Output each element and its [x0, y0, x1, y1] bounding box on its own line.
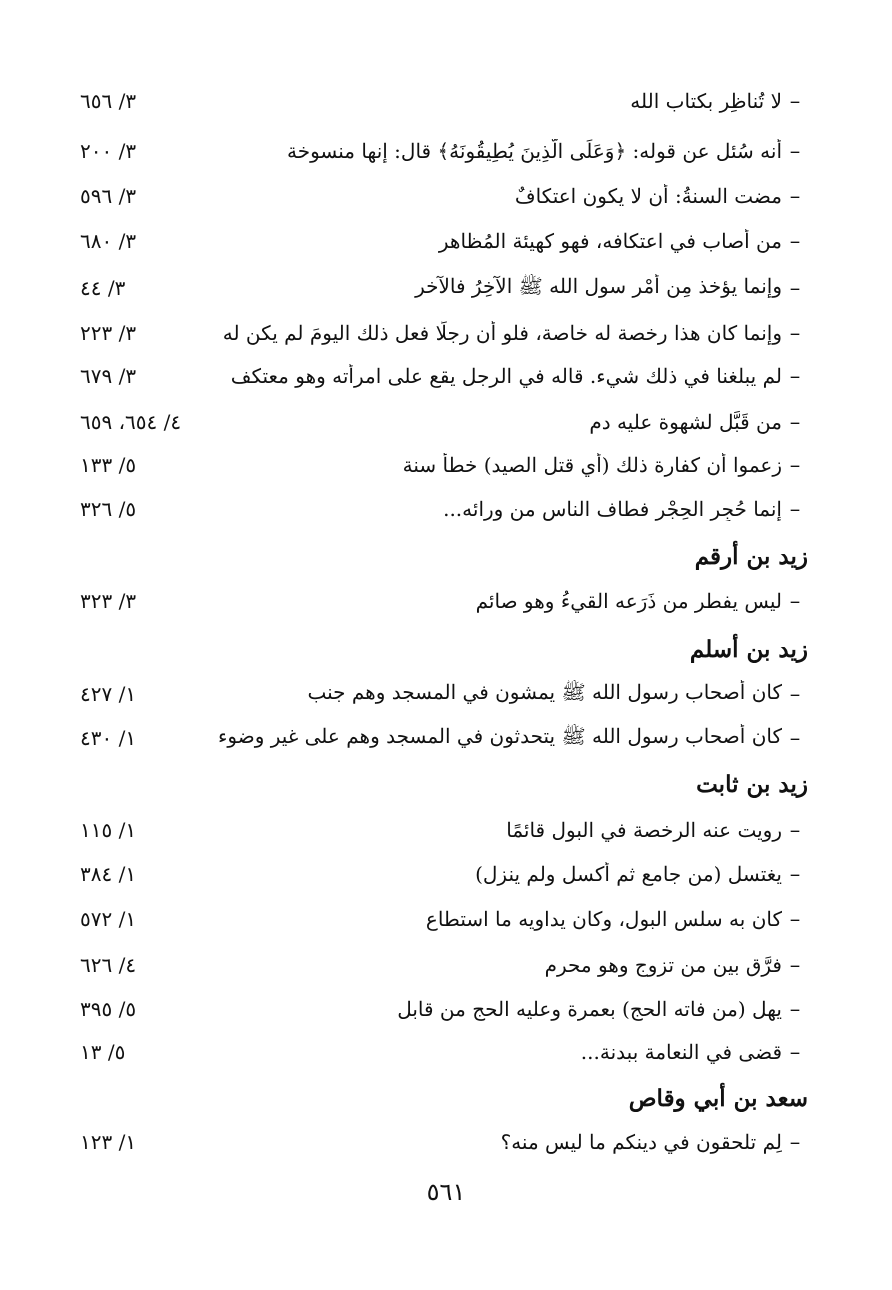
entry-text: لِم تلحقون في دينكم ما ليس منه؟ — [500, 1130, 782, 1154]
entry-dash: – — [789, 997, 801, 1021]
entry-dash: – — [789, 907, 801, 931]
entry-reference: ١/ ٤٢٧ — [80, 682, 137, 706]
entry-dash: – — [789, 321, 801, 345]
index-entry — [80, 131, 808, 171]
index-entry — [80, 176, 808, 216]
entry-dash: – — [789, 89, 801, 113]
entry-dash: – — [789, 453, 801, 477]
entry-text: كان أصحاب رسول الله ﷺ يتحدثون في المسجد وهم على غير وضوء — [218, 723, 782, 748]
entry-dash: – — [789, 862, 801, 886]
entry-reference: ١/ ٣٨٤ — [80, 862, 137, 886]
entry-dash: – — [789, 682, 801, 706]
entry-text: كان أصحاب رسول الله ﷺ يمشون في المسجد وهم جنب — [307, 679, 782, 704]
entry-reference: ٣/ ٥٩٦ — [80, 184, 137, 208]
entry-reference: ٣/ ٢٢٣ — [80, 321, 137, 345]
entry-text: قضى في النعامة ببدنة... — [580, 1040, 782, 1064]
entry-reference: ٤/ ٦٢٦ — [80, 953, 137, 977]
entry-dash: – — [789, 364, 801, 388]
entry-text: مضت السنةُ: أن لا يكون اعتكافٌ — [514, 184, 782, 208]
index-entry — [80, 221, 808, 261]
entry-reference: ٣/ ٦٥٦ — [80, 89, 137, 113]
entry-text: وإنما يؤخذ مِن أَمْر سول الله ﷺ الآخِرُ فالآخر — [415, 273, 782, 298]
index-entry — [80, 718, 808, 758]
entry-dash: – — [789, 726, 801, 750]
entry-reference: ٣/ ٢٠٠ — [80, 139, 137, 163]
entry-text: وإنما كان هذا رخصة له خاصة، فلو أن رجلًا فعل ذلك اليومَ لم يكن له — [222, 321, 782, 345]
entry-text: أنه سُئل عن قوله: ﴿وَعَلَى الَّذِينَ يُطِيقُونَهُ﴾ قال: إنها منسوخة — [287, 139, 782, 163]
index-entry — [80, 945, 808, 985]
entry-dash: – — [789, 497, 801, 521]
entry-text: من قَبَّل لشهوة عليه دم — [589, 410, 782, 434]
entry-text: يغتسل (من جامع ثم أكسل ولم ينزل) — [475, 862, 782, 886]
index-entry — [80, 674, 808, 714]
index-entry — [80, 989, 808, 1029]
index-entry — [80, 899, 808, 939]
index-entry — [80, 489, 808, 529]
index-entry — [80, 81, 808, 121]
entry-reference: ٣/ ٦٧٩ — [80, 364, 137, 388]
entry-text: إنما حُجِر الحِجْر فطاف الناس من ورائه... — [443, 497, 782, 521]
index-entry — [80, 445, 808, 485]
index-entry — [80, 810, 808, 850]
index-entry — [80, 268, 808, 308]
entry-reference: ٥/ ٣٢٦ — [80, 497, 137, 521]
entry-dash: – — [789, 589, 801, 613]
entry-text: يهل (من فاته الحج) بعمرة وعليه الحج من قابل — [397, 997, 782, 1021]
heading-text: زيد بن ثابت — [696, 770, 808, 798]
section-heading — [80, 629, 808, 669]
entry-dash: – — [789, 1130, 801, 1154]
entry-dash: – — [789, 1040, 801, 1064]
heading-text: سعد بن أبي وقاص — [628, 1084, 808, 1112]
entry-reference: ١/ ١١٥ — [80, 818, 137, 842]
entry-text: فرَّق بين من تزوج وهو محرم — [544, 953, 782, 977]
section-heading — [80, 764, 808, 804]
entry-reference: ١/ ٤٣٠ — [80, 726, 137, 750]
entry-text: رويت عنه الرخصة في البول قائمًا — [506, 818, 782, 842]
page-number: ٥٦١ — [426, 1178, 466, 1206]
entry-text: كان به سلس البول، وكان يداويه ما استطاع — [425, 907, 782, 931]
entry-text: لم يبلغنا في ذلك شيء. قاله في الرجل يقع على امرأته وهو معتكف — [230, 364, 782, 388]
section-heading — [80, 536, 808, 576]
entry-dash: – — [789, 139, 801, 163]
entry-reference: ٥/ ١٣٣ — [80, 453, 137, 477]
index-entry — [80, 356, 808, 396]
heading-text: زيد بن أرقم — [694, 542, 808, 570]
index-entry — [80, 1122, 808, 1162]
heading-text: زيد بن أسلم — [689, 635, 808, 663]
entry-dash: – — [789, 184, 801, 208]
entry-reference: ٣/ ٤٤ — [80, 276, 126, 300]
entry-text: لا تُناظِر بكتاب الله — [630, 89, 782, 113]
entry-text: زعموا أن كفارة ذلك (أي قتل الصيد) خطأً سنة — [402, 453, 782, 477]
entry-dash: – — [789, 229, 801, 253]
entry-reference: ٥/ ٣٩٥ — [80, 997, 137, 1021]
entry-dash: – — [789, 410, 801, 434]
entry-reference: ٥/ ١٣ — [80, 1040, 126, 1064]
entry-reference: ٣/ ٦٨٠ — [80, 229, 137, 253]
entry-dash: – — [789, 818, 801, 842]
entry-reference: ١/ ٥٧٢ — [80, 907, 137, 931]
index-entry — [80, 313, 808, 353]
entry-reference: ٤/ ٦٥٤، ٦٥٩ — [80, 410, 182, 434]
entry-text: ليس يفطر من ذَرَعه القيءُ وهو صائم — [475, 589, 782, 613]
section-heading — [80, 1078, 808, 1118]
entry-dash: – — [789, 276, 801, 300]
entry-reference: ١/ ١٢٣ — [80, 1130, 137, 1154]
index-entry — [80, 402, 808, 442]
entry-dash: – — [789, 953, 801, 977]
entry-reference: ٣/ ٣٢٣ — [80, 589, 137, 613]
index-entry — [80, 1032, 808, 1072]
index-entry — [80, 581, 808, 621]
entry-text: من أصاب في اعتكافه، فهو كهيئة المُظاهر — [438, 229, 782, 253]
index-entry — [80, 854, 808, 894]
